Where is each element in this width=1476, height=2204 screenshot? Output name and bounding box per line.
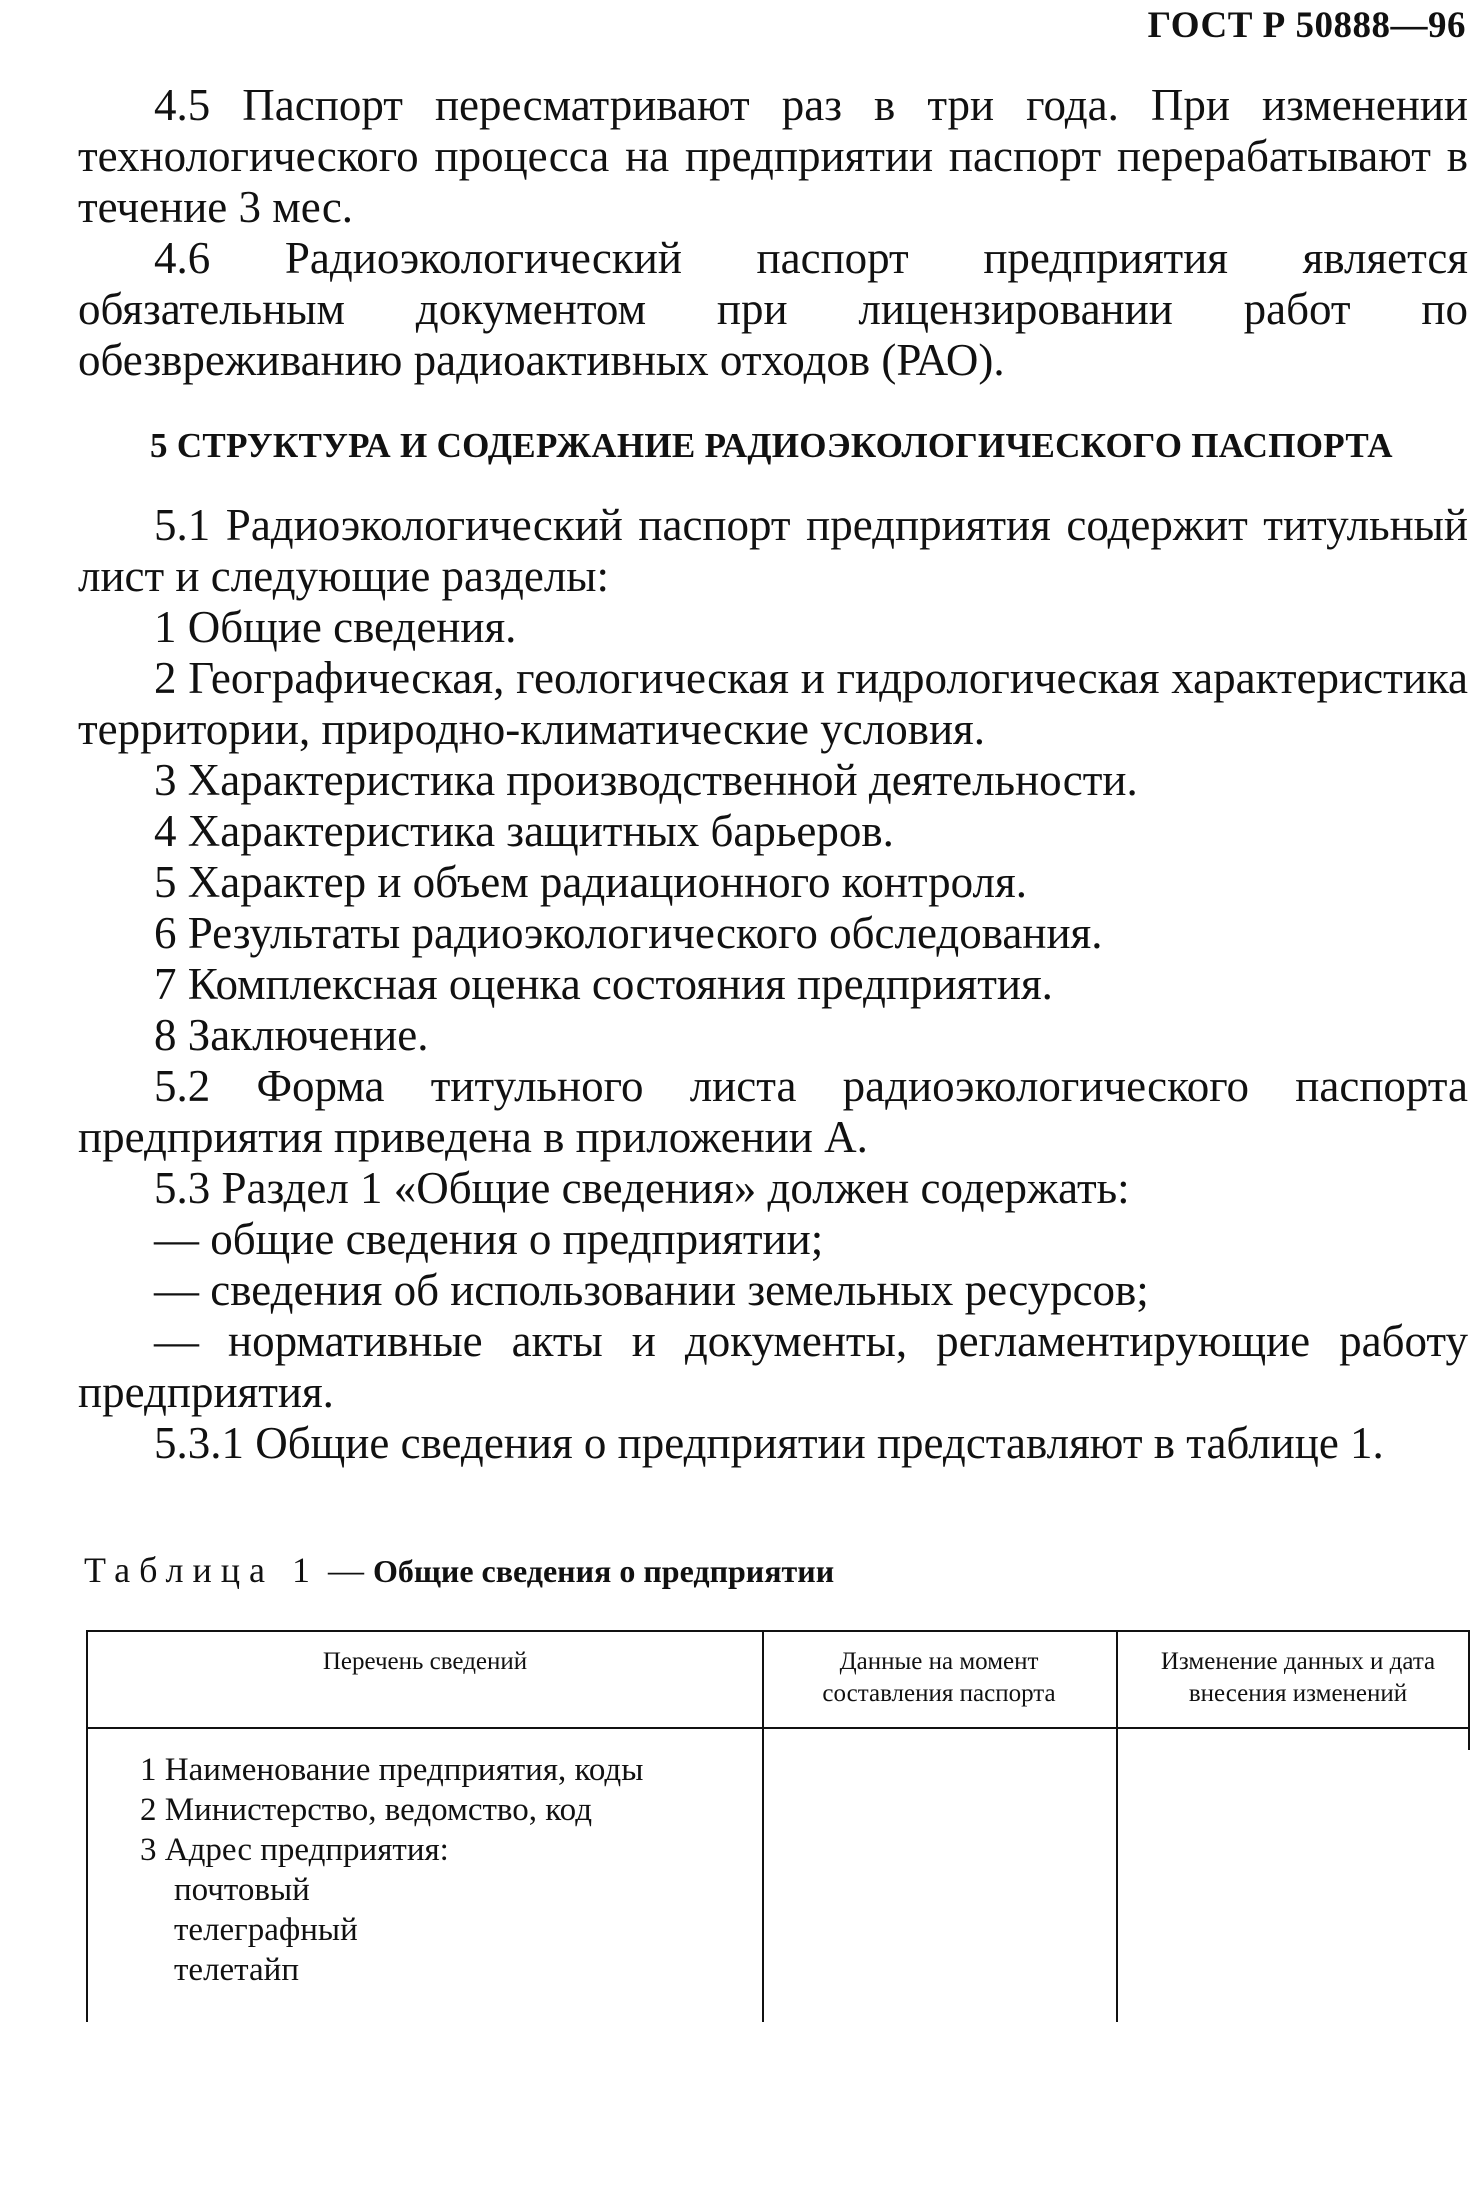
table-rows	[140, 1750, 643, 1990]
table-column-divider-1	[762, 1630, 764, 2022]
table-caption-label: Таблица 1	[84, 1550, 319, 1590]
paragraph-5-3-1: 5.3.1 Общие сведения о предприятии представляют в таблице 1.	[154, 1418, 1384, 1468]
list-item-section-4: 4 Характеристика защитных барьеров.	[154, 806, 894, 856]
list-item-section-5: 5 Характер и объем радиационного контроля.	[154, 857, 1027, 907]
table-row: телетайп	[174, 1952, 299, 1988]
dash-item-1: — общие сведения о предприятии;	[154, 1214, 824, 1264]
table-1	[86, 1630, 1470, 2022]
table-header-current-data: Данные на момент составления паспорта	[822, 1648, 1056, 1707]
standard-number: ГОСТ Р 50888—96	[1147, 5, 1466, 46]
dash-item-2: — сведения об использовании земельных ресурсов;	[154, 1265, 1149, 1315]
table-row: телеграфный	[174, 1912, 358, 1948]
paragraph-5-1: 5.1 Радиоэкологический паспорт предприятия содержит титульный лист и следующие разделы:	[78, 500, 1468, 601]
table-row: 1 Наименование предприятия, коды	[140, 1752, 644, 1788]
list-item-section-8: 8 Заключение.	[154, 1010, 429, 1060]
table-border-left	[86, 1630, 88, 2022]
table-header-changes: Изменение данных и дата внесения изменений	[1160, 1648, 1436, 1707]
list-item-section-7: 7 Комплексная оценка состояния предприятия.	[154, 959, 1053, 1009]
paragraph-5-3: 5.3 Раздел 1 «Общие сведения» должен содержать:	[154, 1163, 1130, 1213]
body-text	[78, 80, 1468, 1469]
table-row: почтовый	[174, 1872, 310, 1908]
list-item-section-2: 2 Географическая, геологическая и гидрологическая характеристика территории, природно-климатические условия.	[78, 653, 1468, 754]
table-border-right	[1468, 1630, 1470, 1750]
table-row: 2 Министерство, ведомство, код	[140, 1792, 592, 1828]
table-caption-dash: —	[318, 1550, 373, 1590]
list-item-section-6: 6 Результаты радиоэкологического обследования.	[154, 908, 1103, 958]
dash-item-3: — нормативные акты и документы, регламентирующие работу предприятия.	[78, 1316, 1468, 1417]
paragraph-4-5: 4.5 Паспорт пересматривают раз в три года. При изменении технологического процесса на предприятии паспорт перерабатывают в течение 3 мес.	[78, 80, 1468, 232]
section-title: 5 СТРУКТУРА И СОДЕРЖАНИЕ РАДИОЭКОЛОГИЧЕСКОГО ПАСПОРТА	[150, 426, 1393, 465]
paragraph-4-6: 4.6 Радиоэкологический паспорт предприятия является обязательным документом при лицензировании работ по обезвреживанию радиоактивных отходов (РАО).	[78, 233, 1468, 385]
paragraph-5-2: 5.2 Форма титульного листа радиоэкологического паспорта предприятия приведена в приложении А.	[78, 1061, 1468, 1162]
table-row: 3 Адрес предприятия:	[140, 1832, 449, 1868]
table-caption-title: Общие сведения о предприятии	[372, 1553, 835, 1589]
list-item-section-1: 1 Общие сведения.	[154, 602, 517, 652]
table-caption	[84, 1548, 834, 1593]
table-column-divider-2	[1116, 1630, 1118, 2022]
table-header-list: Перечень сведений	[322, 1648, 528, 1675]
table-header-divider	[86, 1727, 1470, 1729]
list-item-section-3: 3 Характеристика производственной деятельности.	[154, 755, 1138, 805]
table-border-top	[86, 1630, 1470, 1632]
